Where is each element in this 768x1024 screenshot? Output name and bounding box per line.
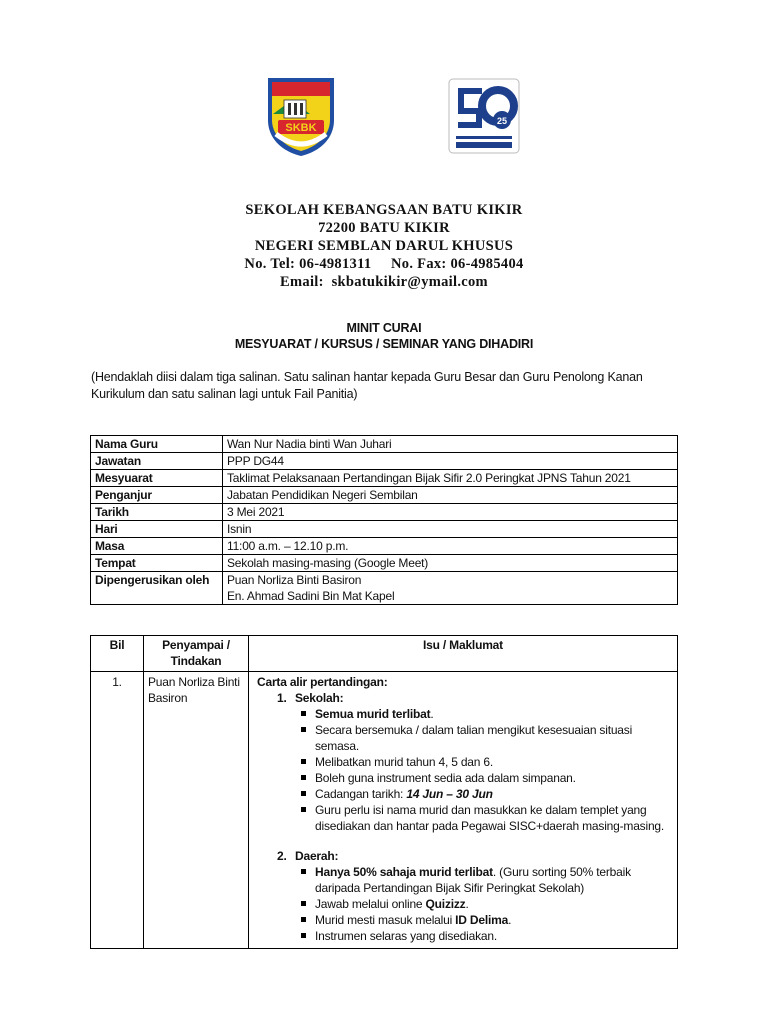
section-items [257,864,673,944]
bullet-text: . [465,897,469,911]
info-row [91,572,678,605]
bullet-item [299,864,673,896]
bullet-bold: ID Delima [455,913,509,927]
section-items [257,706,673,834]
section-gap [257,834,673,848]
state: NEGERI SEMBLAN DARUL KHUSUS [254,238,514,254]
info-key: Jawatan [91,453,223,470]
school-crest-logo [264,74,338,158]
bullet-item [299,896,673,912]
bullet-text: Melibatkan murid tahun 4, 5 dan 6. [315,755,493,769]
bullet-text: Jawab melalui online [315,897,426,911]
info-value-line: Isnin [227,522,252,536]
info-row [91,555,678,572]
info-row [91,504,678,521]
section-heading [257,690,673,706]
bullet-item [299,802,673,834]
section-heading [257,848,673,864]
bullet-bold: Quizizz [425,897,466,911]
isu-sections [257,690,673,944]
bullet-item [299,786,673,802]
bullet-item [299,770,673,786]
logo-bar [0,74,768,154]
info-value [223,572,678,605]
section-title: Sekolah: [295,691,344,705]
info-value [223,504,678,521]
info-value-line: Wan Nur Nadia binti Wan Juhari [227,437,392,451]
school-name: SEKOLAH KEBANGSAAN BATU KIKIR [245,202,523,218]
info-value [223,487,678,504]
bullet-text: . (Guru sorting 50% terbaik daripada Pertandingan Bijak Sifir Peringkat Sekolah) [315,865,631,895]
info-row [91,487,678,504]
info-key: Tarikh [91,504,223,521]
info-key: Nama Guru [91,436,223,453]
bullet-text: Cadangan tarikh: [315,787,407,801]
email: Email: skbatukikir@ymail.com [280,274,488,290]
header-isu: Isu / Maklumat [249,636,678,672]
row-bil: 1. [91,672,144,949]
postcode-city: 72200 BATU KIKIR [318,220,450,236]
info-row [91,453,678,470]
title-line-1: MINIT CURAI [346,321,422,335]
bullet-text: Secara bersemuka / dalam talian mengikut kesesuaian situasi semasa. [315,723,633,753]
svg-text:SKBK: SKBK [285,122,317,134]
info-row [91,538,678,555]
bullet-item [299,722,673,754]
info-value [223,538,678,555]
sisc-logo [448,78,520,154]
bullet-item [299,912,673,928]
info-value [223,470,678,487]
minutes-row [91,672,678,949]
info-key: Tempat [91,555,223,572]
minutes-header-row [91,636,678,672]
meeting-info-table [90,435,678,605]
bullet-item [299,928,673,944]
bullet-text: Guru perlu isi nama murid dan masukkan ke dalam templet yang disediakan dan hantar pada Pegawai SISC+daerah masing-masing. [315,803,665,833]
svg-text:25: 25 [496,116,508,126]
info-value-line: PPP DG44 [227,454,284,468]
info-row [91,521,678,538]
bullet-text: . [508,913,512,927]
instruction-note: (Hendaklah diisi dalam tiga salinan. Satu salinan hantar kepada Guru Besar dan Guru Penolong Kanan Kurikulum dan satu salinan lagi untuk Fail Panitia) [91,370,643,401]
header-penyampai: Penyampai / Tindakan [144,636,249,672]
bullet-text: Murid mesti masuk melalui [315,913,456,927]
bullet-highlight: 14 Jun – 30 Jun [406,787,493,801]
info-key: Dipengerusikan oleh [91,572,223,605]
title-line-2: MESYUARAT / KURSUS / SEMINAR YANG DIHADIRI [234,337,534,351]
section-number: 1. [277,691,287,705]
info-key: Masa [91,538,223,555]
header-bil: Bil [91,636,144,672]
row-isu [249,672,678,949]
info-value [223,555,678,572]
bullet-text: Instrumen selaras yang disediakan. [315,929,497,943]
info-row [91,470,678,487]
minutes-table [90,635,678,949]
info-value-line: Puan Norliza Binti Basiron [227,573,362,587]
info-value-line-2: En. Ahmad Sadini Bin Mat Kapel [227,589,395,603]
bullet-item [299,706,673,722]
bullet-text: . [430,707,434,721]
info-key: Hari [91,521,223,538]
isu-heading: Carta alir pertandingan: [257,675,388,689]
bullet-item [299,754,673,770]
info-value [223,436,678,453]
bullet-text: Boleh guna instrument sedia ada dalam simpanan. [315,771,576,785]
info-value-line: Taklimat Pelaksanaan Pertandingan Bijak Sifir 2.0 Peringkat JPNS Tahun 2021 [227,471,631,485]
section-number: 2. [277,849,287,863]
bullet-bold: Semua murid terlibat [315,707,431,721]
row-penyampai: Puan Norliza Binti Basiron [144,672,249,949]
bullet-bold: Hanya 50% sahaja murid terlibat [315,865,493,879]
info-value-line: Jabatan Pendidikan Negeri Sembilan [227,488,418,502]
info-value-line: 11:00 a.m. – 12.10 p.m. [227,539,349,553]
document-title [0,320,768,352]
info-key: Penganjur [91,487,223,504]
phone-fax: No. Tel: 06-4981311 No. Fax: 06-4985404 [244,256,524,272]
info-row [91,436,678,453]
info-value-line: Sekolah masing-masing (Google Meet) [227,556,429,570]
info-value [223,521,678,538]
letterhead [0,201,768,291]
info-value [223,453,678,470]
section-title: Daerah: [295,849,339,863]
info-key: Mesyuarat [91,470,223,487]
info-value-line: 3 Mei 2021 [227,505,285,519]
